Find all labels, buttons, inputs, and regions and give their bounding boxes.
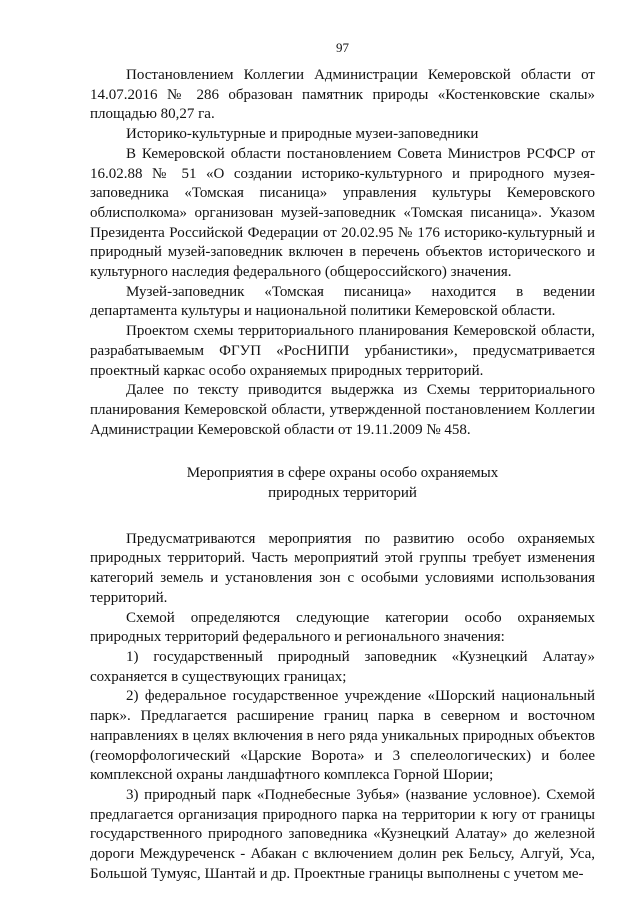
spacer [90, 440, 595, 464]
section-heading-line-2: природных территорий [268, 485, 417, 502]
list-item: 2) федеральное государственное учреждение «Шорский национальный парк». Предлагается расширение границ парка в северном и восточном направлениях в целях включения в него ряда уникальных природных объектов (геоморфологический «Царские Ворота» и 3 спелеологических) и более комплексной охраны ландшафтного комплекса Горной Шории; [90, 688, 595, 784]
paragraph: Далее по тексту приводится выдержка из Схемы территориального планирования Кемеровской области, утвержденной постановлением Коллегии Администрации Кемеровской области от 19.11.2009 № 458. [90, 382, 595, 438]
paragraph: Музей-заповедник «Томская писаница» находится в ведении департамента культуры и национальной политики Кемеровской области. [90, 283, 595, 320]
paragraph: Постановлением Коллегии Администрации Кемеровской области от 14.07.2016 № 286 образован памятник природы «Костенковские скалы» площадью 80,27 га. [90, 67, 595, 123]
paragraph: Предусматриваются мероприятия по развитию особо охраняемых природных территорий. Часть мероприятий этой группы требует изменения категорий земель и установления зон с особыми условиями использования территорий. [90, 530, 595, 606]
paragraph: Проектом схемы территориального планирования Кемеровской области, разрабатываемым ФГУП «РосНИПИ урбанистики», предусматривается проектный каркас особо охраняемых природных территорий. [90, 323, 595, 379]
paragraph: Схемой определяются следующие категории особо охраняемых природных территорий федерального и регионального значения: [90, 609, 595, 646]
spacer [90, 504, 595, 530]
list-item: 3) природный парк «Поднебесные Зубья» (название условное). Схемой предлагается организация природного парка на территории к югу от границы государственного природного заповедника «Кузнецкий Алатау» до железной дороги Междуреченск - Абакан с включением долин рек Бельсу, Алгуй, Уса, Большой Тумуяс, Шантай и др. Проектные границы выполнены с учетом ме- [90, 786, 595, 882]
page-number: 97 [336, 40, 349, 55]
paragraph: В Кемеровской области постановлением Совета Министров РСФСР от 16.02.88 № 51 «О создании историко-культурного и природного музея-заповедника «Томская писаница» управления культуры Кемеровского облисполкома» организован музей-заповедник «Томская писаница». Указом Президента Российской Федерации от 20.02.95 № 176 историко-культурный и природный музей-заповедник включен в перечень объектов исторического и культурного наследия федерального (общероссийского) значения. [90, 145, 595, 281]
list-item: 1) государственный природный заповедник «Кузнецкий Алатау» сохраняется в существующих границах; [90, 648, 595, 685]
section-subheading: Историко-культурные и природные музеи-заповедники [126, 126, 479, 143]
document-page [90, 40, 595, 884]
section-heading-line-1: Мероприятия в сфере охраны особо охраняемых [186, 465, 499, 482]
